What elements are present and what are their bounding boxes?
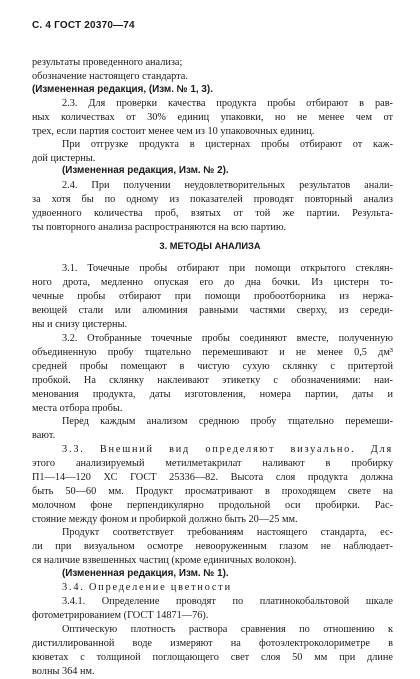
text-line: чечные пробы отбирают при помощи пробоотборника из нержа-	[32, 290, 393, 302]
subsection-heading	[32, 581, 393, 595]
text-line: обозначение настоящего стандарта.	[32, 70, 188, 82]
text-line: 2.4. При получении неудовлетворительных результатов анали-	[62, 180, 393, 191]
paragraph-optical-density	[32, 623, 393, 679]
text-line: этого анализируемый метилметакрилат наливают в пробирку	[32, 457, 393, 469]
text-line: ного дрота, медленно опуская его до дна бочки. Из цистерн то-	[32, 276, 393, 288]
text-line: веющей стали или алюминия равными частями сверху, из середи-	[32, 304, 393, 316]
paragraph-tank-shipping	[32, 138, 393, 166]
paragraph-mixing	[32, 415, 393, 443]
text-line: места отбора пробы.	[32, 402, 123, 414]
text-line: П1—14—120 ХС ГОСТ 25336—82. Высота слоя продукта должна	[32, 471, 393, 483]
text-line: Оптическую плотность раствора сравнения по отношению к	[62, 624, 393, 635]
text-line: Перед каждым анализом среднюю пробу тщательно перемеши-	[62, 416, 393, 427]
text-line: ных количествах от 30% единиц упаковки, но не менее чем от	[32, 111, 393, 123]
section-heading: 3. МЕТОДЫ АНАЛИЗА	[159, 241, 261, 251]
text-line: дой цистерны.	[32, 152, 96, 164]
text-line: 3.4.1. Определение проводят по платинокобальтовой шкале	[62, 596, 393, 607]
amendment-note	[32, 567, 393, 581]
paragraph-3-1	[32, 262, 393, 332]
text-line: ся наличие взвешенных частиц (кроме единичных волокон).	[32, 554, 297, 566]
text-line: 3.1. Точечные пробы отбирают при помощи открытого стеклян-	[62, 263, 393, 274]
paragraph-2-4	[32, 179, 393, 235]
amendment-note	[32, 83, 393, 97]
text-line: (Измененная редакция, (Изм. № 1, 3).	[32, 84, 213, 95]
text-line: объединенную пробу тщательно перемешивают и не менее 0,5 дм³	[32, 346, 393, 358]
text-line: пробкой. На склянку наклеивают этикетку с обозначениями: наи-	[32, 374, 393, 386]
paragraph-compliance	[32, 526, 393, 568]
text-line: волны 364 нм.	[32, 665, 95, 677]
text-line: 3.2. Отобранные точечные пробы соединяют вместе, полученную	[62, 333, 393, 344]
list-continuation	[32, 56, 393, 84]
paragraph-3-3	[32, 443, 393, 526]
text-line: молочном фоне перпендикулярно продольной оси пробирки. Рас-	[32, 499, 393, 511]
text-line: кюветах с толщиной поглощающего свет слоя 50 мм при длине	[32, 651, 393, 663]
text-line: удвоенного количества проб, взятых от той же партии. Результа-	[32, 207, 393, 219]
text-line: (Измененная редакция, Изм. № 1).	[62, 568, 229, 579]
text-line: трех, если партия состоит менее чем из 10 упаковочных единиц.	[32, 125, 315, 137]
text-line: ли при визуальном осмотре невооруженным глазом не наблюдает-	[32, 540, 393, 552]
paragraph-3-2	[32, 332, 393, 415]
text-line: результаты проведенного анализа;	[32, 57, 183, 68]
text-line: вают.	[32, 429, 56, 441]
text-line: 3.4. Определение цветности	[62, 582, 232, 593]
text-line: При отгрузке продукта в цистернах пробы отбирают от каж-	[62, 139, 393, 150]
text-line: ны и снизу цистерны.	[32, 318, 128, 330]
text-line: средней пробы помещают в чистую сухую склянку с притертой	[32, 360, 393, 372]
text-line: 3.3. Внешний вид определяют визуально. Для	[62, 444, 393, 455]
text-line: быть 50—60 мм. Продукт просматривают в проходящем свете на	[32, 485, 393, 497]
paragraph-2-3	[32, 97, 393, 139]
amendment-note	[32, 164, 393, 178]
page-header: С. 4 ГОСТ 20370—74	[32, 20, 135, 31]
paragraph-3-4-1	[32, 595, 393, 623]
text-line: (Измененная редакция, Изм. № 2).	[62, 165, 229, 176]
text-line: стояние между фоном и пробиркой должно быть 20—25 мм.	[32, 513, 298, 525]
text-line: Продукт соответствует требованиям настоящего стандарта, ес-	[62, 527, 393, 538]
text-line: ты повторного анализа распространяются на всю партию.	[32, 221, 287, 233]
text-line: фотометрированием (ГОСТ 14871—76).	[32, 609, 209, 621]
text-line: 2.3. Для проверки качества продукта пробы отбирают в рав-	[62, 98, 393, 109]
text-line: дистиллированной воде измеряют на фотоэлектроколориметре в	[32, 637, 393, 649]
text-line: за хотя бы по одному из показателей проводят повторный анализ	[32, 193, 393, 205]
text-line: менования продукта, даты изготовления, номера партии, даты и	[32, 388, 393, 400]
